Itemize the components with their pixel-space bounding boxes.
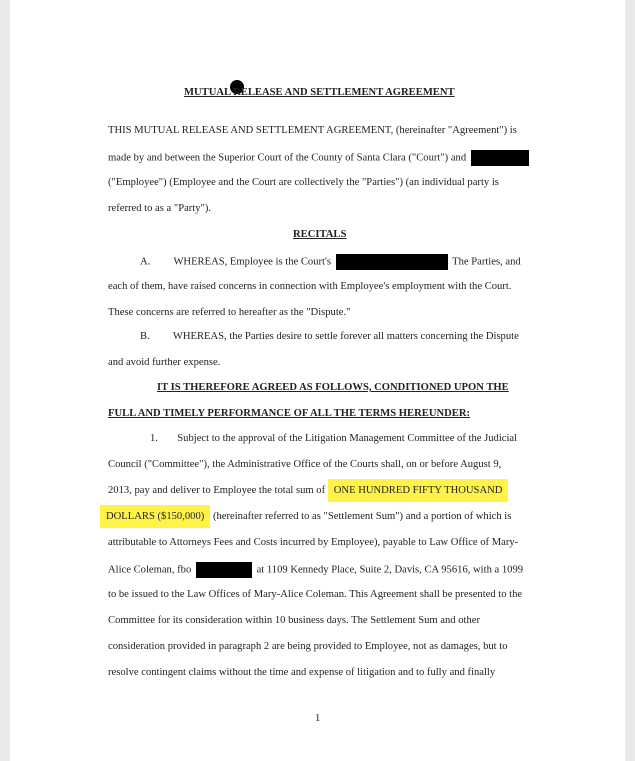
para1-text-4: (hereinafter referred to as "Settlement Sum") and a portion of which is (212, 511, 512, 522)
para1-text-5: attributable to Attorneys Fees and Costs incurred by Employee), payable to Law Office of Mary- (108, 537, 519, 548)
recital-b-text-1: WHEREAS, the Parties desire to settle forever all matters concerning the Dispute (172, 331, 519, 342)
recital-b-line-2: and avoid further expense. (108, 357, 221, 368)
para1-text-9: consideration provided in paragraph 2 are being provided to Employee, not as damages, but to (108, 641, 508, 652)
intro-text-3: ("Employee") (Employee and the Court are collectively the "Parties") (an individual party is (108, 177, 499, 188)
recitals-heading: RECITALS (293, 229, 347, 240)
para1-text-7: to be issued to the Law Offices of Mary-Alice Coleman. This Agreement shall be presented to the (108, 589, 523, 600)
page-number: 1 (315, 713, 321, 724)
para1-line-10 (108, 666, 536, 680)
recital-a-letter: A. (140, 256, 151, 268)
para1-text-6-end: at 1109 Kennedy Place, Suite 2, Davis, CA 95616, with a 1099 (256, 564, 524, 576)
recital-a-text-2: each of them, have raised concerns in connection with Employee's employment with the Court. (108, 281, 512, 292)
para1-line-4 (100, 510, 511, 524)
para1-text-8: Committee for its consideration within 10 business days. The Settlement Sum and other (108, 615, 481, 626)
para1-text-3: 2013, pay and deliver to Employee the total sum of (108, 485, 326, 496)
para1-text-1: Subject to the approval of the Litigation Management Committee of the Judicial (177, 433, 518, 444)
redaction-box (471, 150, 529, 166)
para1-text-6-start: Alice Coleman, fbo (108, 564, 192, 576)
para1-line-3 (108, 484, 508, 498)
para1-text-2: Council ("Committee"), the Administrative Office of the Courts shall, on or before August 9, (108, 459, 502, 470)
recital-b-letter: B. (140, 331, 150, 342)
recital-a-line-3: These concerns are referred to hereafter as the "Dispute." (108, 307, 351, 318)
intro-text-2: made by and between the Superior Court of the County of Santa Clara ("Court") and (108, 152, 467, 164)
para1-line-7 (108, 588, 536, 602)
recital-b-line-1 (140, 330, 519, 344)
recital-a-text-start: WHEREAS, Employee is the Court's (173, 256, 331, 268)
recital-a-line-2 (108, 280, 536, 294)
para1-line-8 (108, 614, 536, 628)
redaction-box (196, 562, 252, 578)
para1-line-6 (108, 562, 523, 578)
intro-line-2 (108, 150, 529, 166)
intro-line-3 (108, 176, 536, 190)
highlighted-amount-words: ONE HUNDRED FIFTY THOUSAND (328, 479, 509, 502)
para1-text-10: resolve contingent claims without the time and expense of litigation and to fully and finally (108, 667, 496, 678)
para1-line-1 (150, 432, 517, 446)
para1-line-2 (108, 458, 536, 472)
intro-line-4: referred to as a "Party"). (108, 203, 212, 214)
highlighted-amount-figure: DOLLARS ($150,000) (100, 505, 210, 528)
agreed-heading-line-2: FULL AND TIMELY PERFORMANCE OF ALL THE TERMS HEREUNDER: (108, 408, 471, 419)
agreed-heading-line-1 (157, 381, 534, 395)
para1-line-9 (108, 640, 536, 654)
para1-number: 1. (150, 433, 158, 444)
para1-line-5 (108, 536, 536, 550)
recital-a-text-end: The Parties, and (452, 256, 521, 268)
intro-line-1 (108, 124, 536, 138)
document-page (10, 0, 625, 761)
agreement-title: MUTUAL RELEASE AND SETTLEMENT AGREEMENT (184, 87, 455, 98)
recital-a-line-1 (140, 254, 521, 270)
intro-text-1: THIS MUTUAL RELEASE AND SETTLEMENT AGREEMENT, (hereinafter "Agreement") is (108, 125, 517, 136)
agreed-heading-text-1: IT IS THEREFORE AGREED AS FOLLOWS, CONDITIONED UPON THE (157, 382, 509, 393)
redaction-box (336, 254, 448, 270)
